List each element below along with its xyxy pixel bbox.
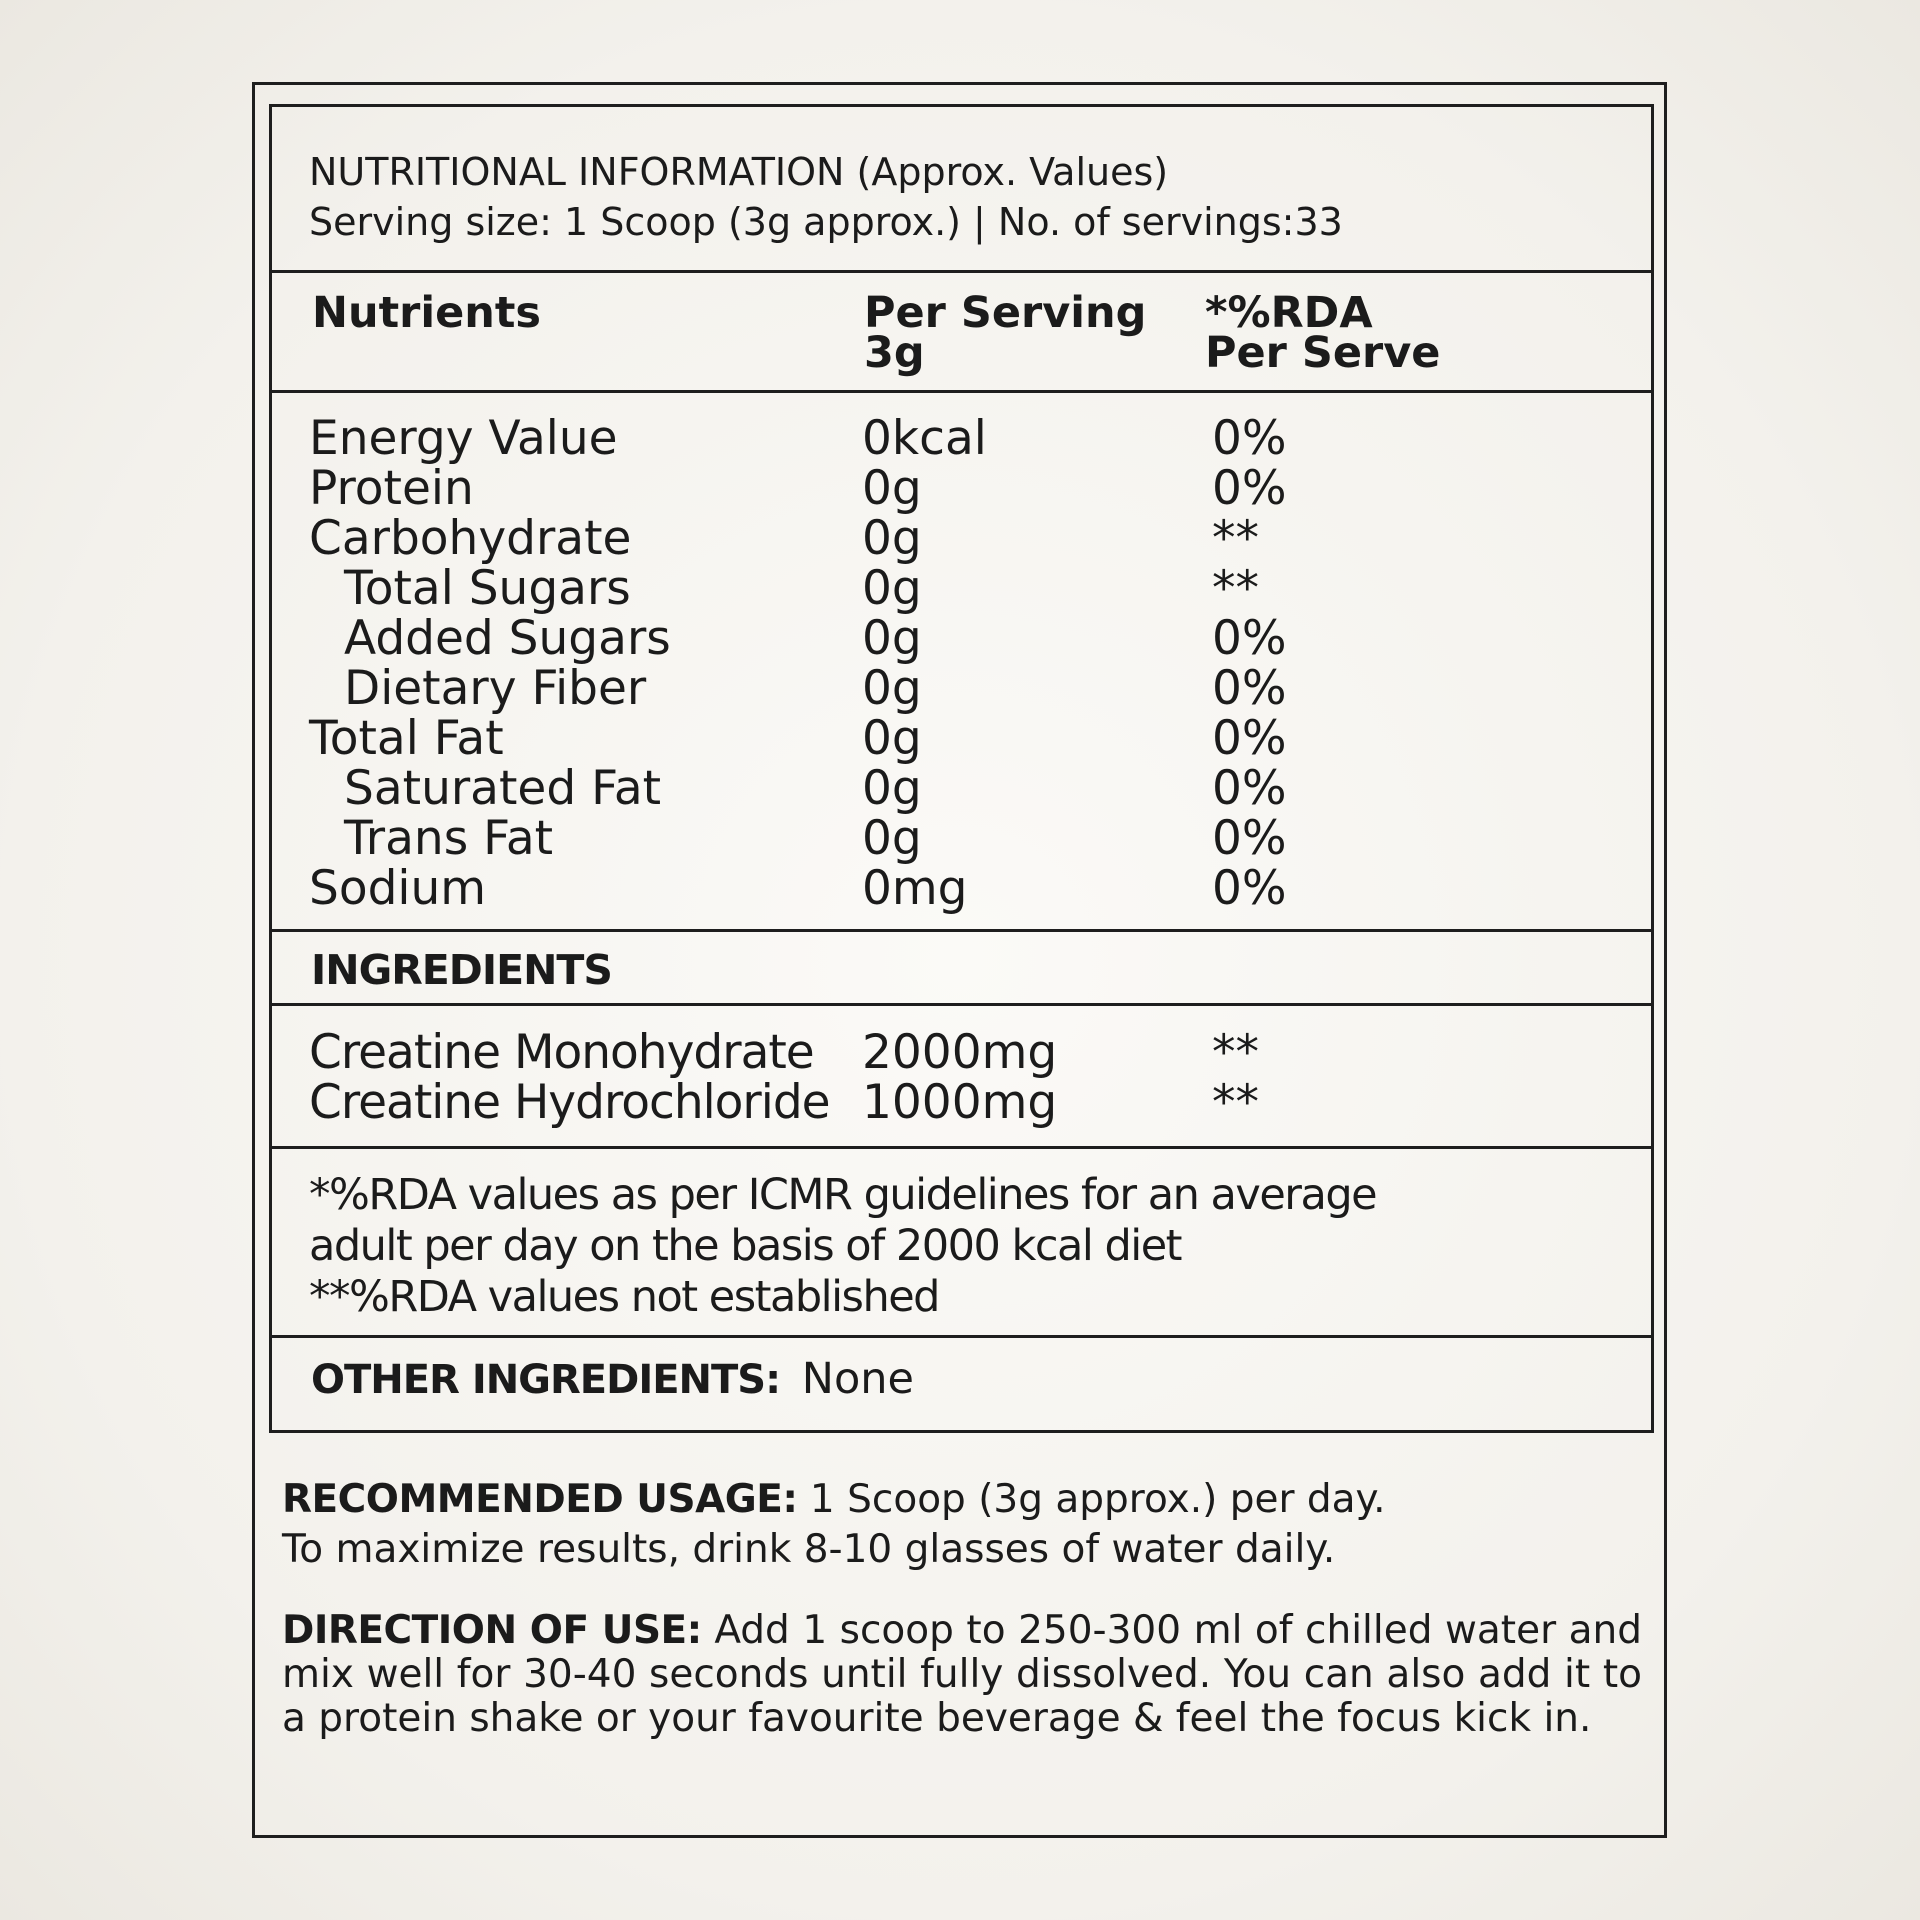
serving-info: Serving size: 1 Scoop (3g approx.) | No. of servings:33: [309, 200, 1343, 244]
nutrient-value: 0g: [862, 661, 922, 716]
nutrient-name: Protein: [309, 461, 474, 516]
nutrient-value: 0g: [862, 811, 922, 866]
rda-note: **%RDA values not established: [309, 1272, 939, 1322]
nutrient-name: Total Fat: [309, 711, 504, 766]
nutrient-rda: 0%: [1212, 861, 1287, 916]
col-rda: *%RDA: [1205, 288, 1373, 338]
ingredient-value: 1000mg: [862, 1075, 1058, 1130]
divider-notes: [269, 1335, 1654, 1338]
divider-nutrients: [269, 929, 1654, 932]
nutrient-value: 0g: [862, 711, 922, 766]
nutrient-name: Added Sugars: [344, 611, 671, 666]
divider-columns: [269, 390, 1654, 393]
nutrient-rda: 0%: [1212, 611, 1287, 666]
other-ingredients-value: None: [801, 1354, 914, 1404]
nutrient-rda: 0%: [1212, 711, 1287, 766]
nutrient-rda: **: [1212, 511, 1259, 566]
recommended-usage: [282, 1478, 1385, 1522]
direction-of-use: [282, 1609, 1642, 1741]
ingredient-name: Creatine Hydrochloride: [309, 1075, 830, 1130]
nutrient-rda: **: [1212, 561, 1259, 616]
col-rda-per-serve: Per Serve: [1205, 328, 1441, 378]
ingredient-value: 2000mg: [862, 1025, 1058, 1080]
direction-of-use-text: Add 1 scoop to 250-300 ml of chilled water and mix well for 30-40 seconds until fully dissolved. You can also add it to a protein shake or your favourite beverage & feel the focus kick in.: [282, 1608, 1642, 1741]
divider-header: [269, 270, 1654, 273]
divider-ingredients: [269, 1146, 1654, 1149]
direction-of-use-label: DIRECTION OF USE:: [282, 1608, 702, 1653]
other-ingredients-label: OTHER INGREDIENTS:: [311, 1357, 781, 1403]
nutrient-name: Total Sugars: [344, 561, 631, 616]
nutrient-name: Carbohydrate: [309, 511, 632, 566]
recommended-usage-text: 1 Scoop (3g approx.) per day.: [809, 1477, 1386, 1522]
nutrient-value: 0mg: [862, 861, 968, 916]
ingredient-name: Creatine Monohydrate: [309, 1025, 814, 1080]
nutrient-value: 0kcal: [862, 411, 987, 466]
nutrient-name: Saturated Fat: [344, 761, 662, 816]
ingredients-heading: INGREDIENTS: [311, 946, 612, 994]
nutrient-value: 0g: [862, 461, 922, 516]
ingredient-rda: **: [1212, 1025, 1259, 1080]
nutrient-name: Sodium: [309, 861, 487, 916]
nutrient-name: Dietary Fiber: [344, 661, 647, 716]
nutrient-rda: 0%: [1212, 461, 1287, 516]
nutrient-value: 0g: [862, 561, 922, 616]
rda-note: adult per day on the basis of 2000 kcal diet: [309, 1221, 1182, 1271]
divider-ingredients-heading: [269, 1003, 1654, 1006]
nutrient-rda: 0%: [1212, 661, 1287, 716]
recommended-usage-label: RECOMMENDED USAGE:: [282, 1477, 798, 1522]
ingredient-rda: **: [1212, 1075, 1259, 1130]
col-per-serving-size: 3g: [864, 328, 925, 378]
col-per-serving: Per Serving: [864, 288, 1147, 338]
other-ingredients: [311, 1352, 914, 1407]
nutrient-name: Energy Value: [309, 411, 618, 466]
nutrient-rda: 0%: [1212, 761, 1287, 816]
nutrient-value: 0g: [862, 511, 922, 566]
nutrient-value: 0g: [862, 611, 922, 666]
col-nutrients: Nutrients: [312, 288, 542, 338]
nutrient-rda: 0%: [1212, 811, 1287, 866]
nutrient-rda: 0%: [1212, 411, 1287, 466]
nutrient-value: 0g: [862, 761, 922, 816]
rda-note: *%RDA values as per ICMR guidelines for an average: [309, 1170, 1377, 1220]
recommended-usage-note: To maximize results, drink 8-10 glasses of water daily.: [282, 1527, 1336, 1572]
nutrient-name: Trans Fat: [344, 811, 554, 866]
table-title: NUTRITIONAL INFORMATION (Approx. Values): [309, 150, 1169, 194]
